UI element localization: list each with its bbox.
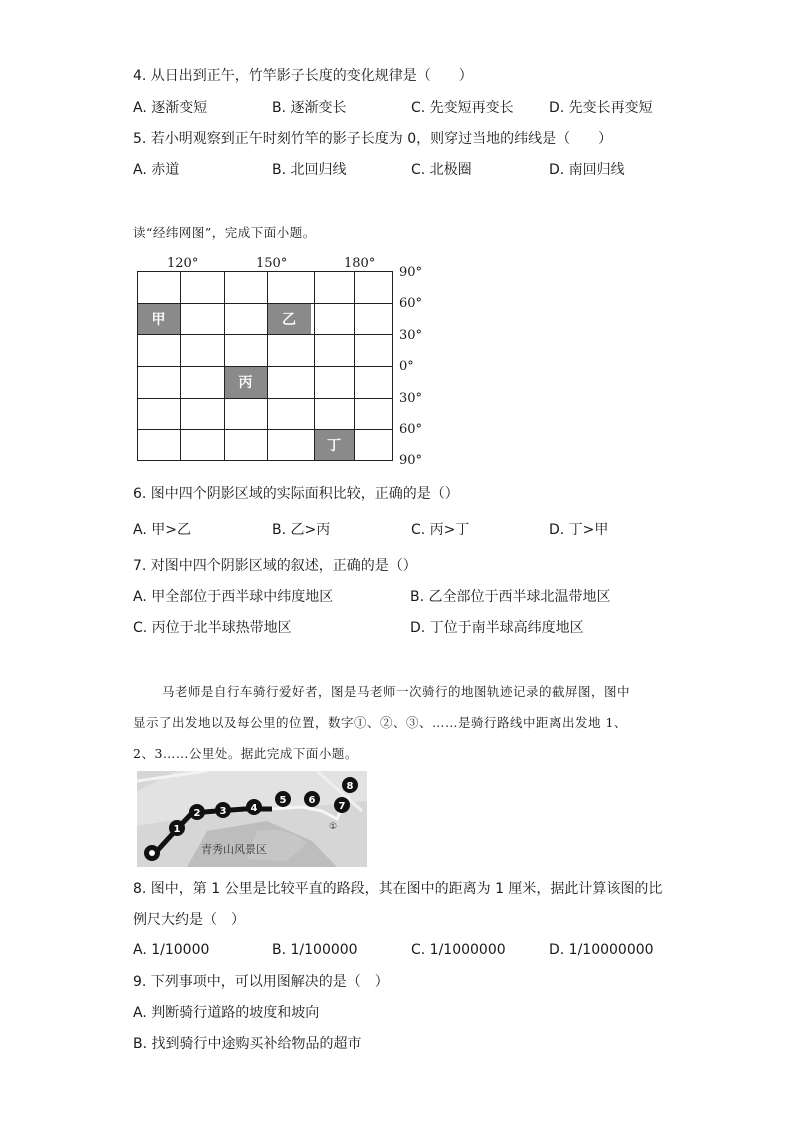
svg-text:5: 5 xyxy=(279,795,287,806)
question-5-stem: 5. 若小明观察到正午时刻竹竿的影子长度为 0，则穿过当地的纬线是（ ） xyxy=(133,131,613,147)
km-marker-8 xyxy=(342,777,358,793)
grid-line xyxy=(137,334,393,335)
km-marker-2 xyxy=(189,804,205,820)
option-a: A. 1/10000 xyxy=(133,942,210,958)
option-a: A. 甲全部位于西半球中纬度地区 xyxy=(133,589,334,605)
grid-line xyxy=(137,460,393,461)
option-c: C. 先变短再变长 xyxy=(411,100,514,116)
option-d: D. 丁>甲 xyxy=(549,522,609,538)
option-a: A. 赤道 xyxy=(133,162,180,178)
circled-number-label: ① xyxy=(329,822,338,832)
latitude-label: 60° xyxy=(399,422,423,437)
grid-line xyxy=(137,429,393,430)
grid-line xyxy=(137,366,393,367)
option-a: A. 甲>乙 xyxy=(133,522,191,538)
option-b: B. 找到骑行中途购买补给物品的超市 xyxy=(133,1036,362,1052)
latitude-label: 30° xyxy=(399,328,423,343)
route-start-marker xyxy=(144,845,160,861)
map-intro-line-2: 显示了出发地以及每公里的位置，数字①、②、③、……是骑行路线中距离出发地 1、 xyxy=(133,715,627,730)
shaded-region-bing: 丙 xyxy=(224,366,267,398)
option-b: B. 北回归线 xyxy=(272,162,347,178)
option-d: D. 先变长再变短 xyxy=(549,100,653,116)
longitude-label: 150° xyxy=(256,256,288,271)
option-d: D. 南回归线 xyxy=(549,162,625,178)
question-9-stem: 9. 下列事项中，可以用图解决的是（ ） xyxy=(133,974,389,990)
longitude-label: 180° xyxy=(344,256,376,271)
latitude-label: 30° xyxy=(399,391,423,406)
shaded-region-ding: 丁 xyxy=(314,429,354,461)
map-intro-line-1: 马老师是自行车骑行爱好者，图是马老师一次骑行的地图轨迹记录的截屏图，图中 xyxy=(162,684,631,699)
question-7-stem: 7. 对图中四个阴影区域的叙述，正确的是（） xyxy=(133,558,417,574)
svg-text:7: 7 xyxy=(338,801,346,812)
shaded-region-yi: 乙 xyxy=(267,303,311,335)
option-b: B. 乙>丙 xyxy=(272,522,331,538)
latitude-label: 60° xyxy=(399,296,423,311)
scenic-area-label: 青秀山风景区 xyxy=(201,843,267,856)
option-b: B. 1/100000 xyxy=(272,942,358,958)
question-6-stem: 6. 图中四个阴影区域的实际面积比较，正确的是（） xyxy=(133,486,459,502)
km-marker-6 xyxy=(304,791,320,807)
svg-text:4: 4 xyxy=(250,803,258,814)
svg-text:1: 1 xyxy=(173,824,181,835)
km-marker-5 xyxy=(275,791,291,807)
option-b: B. 逐渐变长 xyxy=(272,100,347,116)
question-8-stem-line-2: 例尺大约是（ ） xyxy=(133,912,245,928)
option-c: C. 1/1000000 xyxy=(411,942,506,958)
km-marker-7 xyxy=(334,797,350,813)
question-4-options xyxy=(133,99,693,117)
km-marker-3 xyxy=(215,802,231,818)
longitude-label: 120° xyxy=(167,256,199,271)
question-5-options xyxy=(133,161,693,179)
grid-line xyxy=(137,303,393,304)
km-marker-1 xyxy=(169,820,185,836)
option-c: C. 北极圈 xyxy=(411,162,472,178)
question-7-options xyxy=(133,588,693,638)
svg-text:8: 8 xyxy=(346,781,354,792)
option-c: C. 丙>丁 xyxy=(411,522,470,538)
option-a: A. 判断骑行道路的坡度和坡向 xyxy=(133,1005,320,1021)
latitude-label: 0° xyxy=(399,359,414,374)
latitude-label: 90° xyxy=(399,265,423,280)
question-8-options xyxy=(133,941,693,959)
graticule-grid xyxy=(137,271,393,461)
question-6-options xyxy=(133,521,693,539)
grid-line xyxy=(137,398,393,399)
map-intro-line-3: 2、3……公里处。据此完成下面小题。 xyxy=(133,746,358,761)
option-d: D. 丁位于南半球高纬度地区 xyxy=(410,620,584,636)
option-d: D. 1/10000000 xyxy=(549,942,654,958)
option-c: C. 丙位于北半球热带地区 xyxy=(133,620,292,636)
question-8-stem-line-1: 8. 图中，第 1 公里是比较平直的路段，其在图中的距离为 1 厘米，据此计算该图的比 xyxy=(133,881,663,897)
grid-line xyxy=(137,271,393,272)
latitude-label: 90° xyxy=(399,453,423,468)
grid-intro: 读“经纬网图”，完成下面小题。 xyxy=(133,225,316,240)
option-b: B. 乙全部位于西半球北温带地区 xyxy=(410,589,611,605)
svg-text:2: 2 xyxy=(193,808,201,819)
route-map-graphic xyxy=(137,771,367,867)
cycling-route-map xyxy=(137,771,367,867)
svg-text:6: 6 xyxy=(308,795,316,806)
km-marker-4 xyxy=(246,799,262,815)
svg-text:3: 3 xyxy=(219,806,227,817)
option-a: A. 逐渐变短 xyxy=(133,100,208,116)
question-4-stem: 4. 从日出到正午，竹竿影子长度的变化规律是（ ） xyxy=(133,68,473,84)
shaded-region-jia: 甲 xyxy=(137,303,180,335)
